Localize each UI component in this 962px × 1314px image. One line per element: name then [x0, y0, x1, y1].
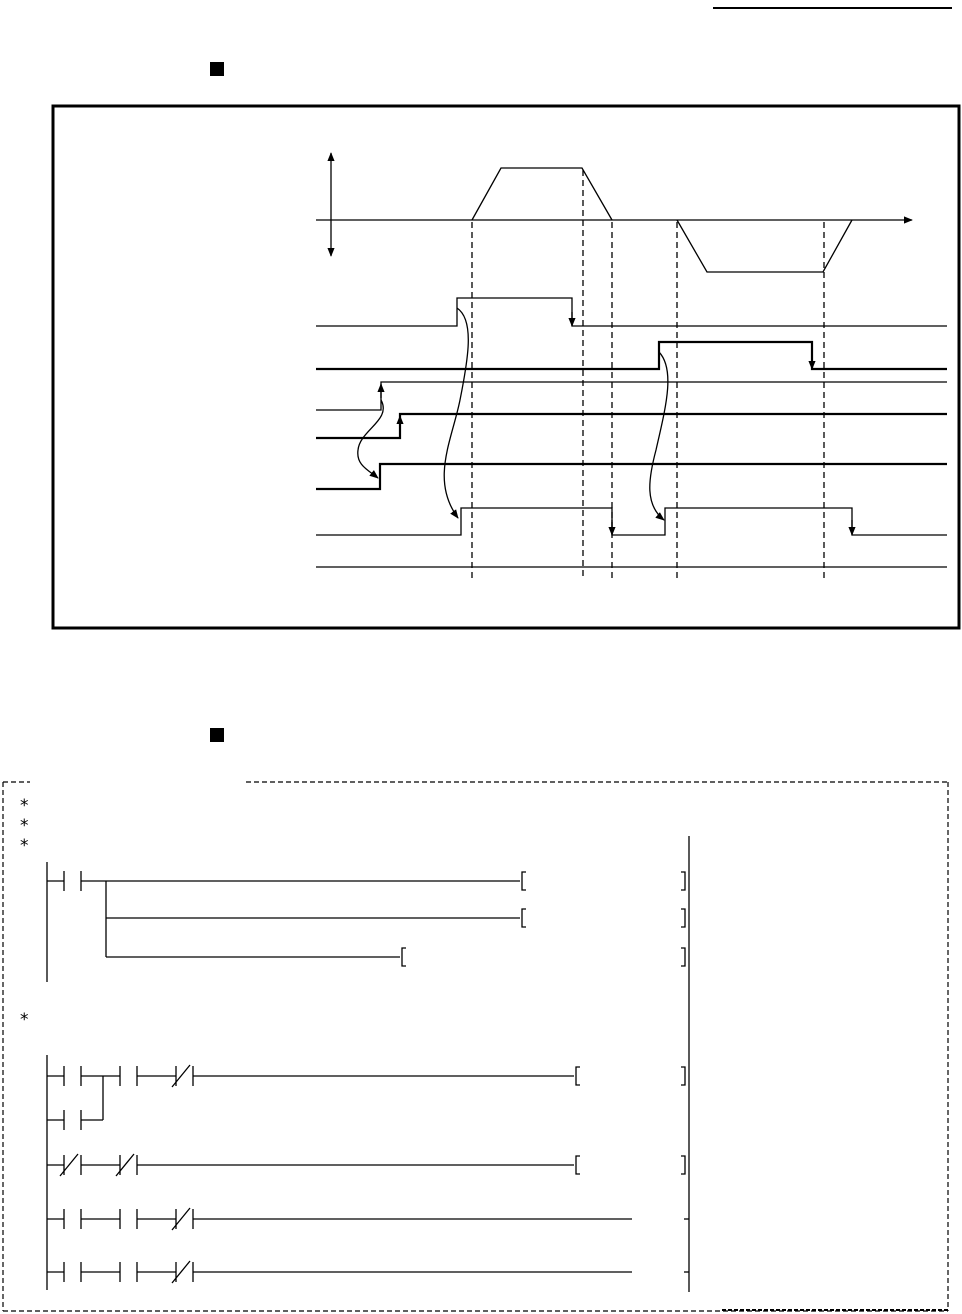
comment-mark: *: [20, 836, 29, 856]
reverse-speed-profile: [677, 220, 852, 272]
signal-reverse-jog: [316, 342, 947, 369]
ladder-diagram: [47, 836, 689, 1292]
rung-4: [47, 1208, 689, 1230]
timing-diagram: [316, 153, 947, 580]
comment-mark: *: [20, 1010, 29, 1030]
program-frame: [3, 782, 948, 1311]
signal-forward-jog: [316, 298, 947, 326]
comment-mark: *: [20, 816, 29, 836]
cause-curve-reverse: [650, 352, 668, 520]
timing-diagram-frame: [53, 106, 959, 628]
section-marker-square: [210, 62, 224, 76]
rung-3: [47, 1154, 685, 1176]
rung-5: [47, 1261, 689, 1283]
comment-mark: *: [20, 796, 29, 816]
section-marker-square-2: [210, 728, 224, 742]
rung-1: [47, 871, 685, 966]
rung-2: [47, 1065, 685, 1130]
time-markers: [472, 170, 824, 580]
forward-speed-profile: [472, 168, 612, 220]
signal-ready-3: [316, 382, 947, 410]
signal-ready-5: [316, 464, 947, 489]
signal-ready-4: [316, 414, 947, 438]
